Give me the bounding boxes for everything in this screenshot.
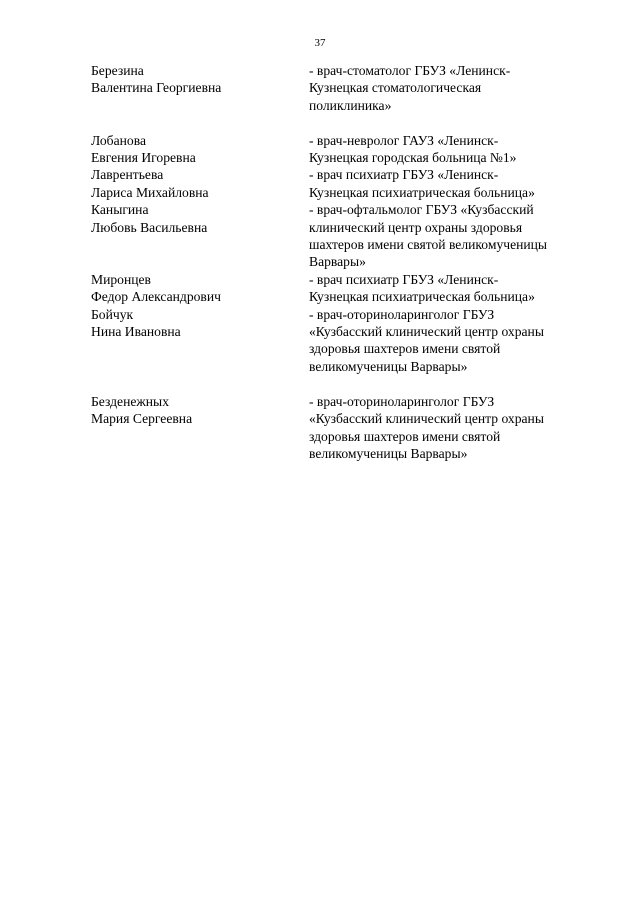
list-item: [91, 166, 591, 201]
role-line: - врач-оториноларинголог ГБУЗ: [309, 393, 495, 409]
list-item: [91, 62, 591, 114]
person-name: [91, 201, 309, 271]
person-role: [309, 166, 591, 201]
given-names: Любовь Васильевна: [91, 219, 208, 235]
given-names: Лариса Михайловна: [91, 184, 209, 200]
role-line: «Кузбасский клинический центр охраны: [309, 324, 544, 340]
person-role: [309, 393, 591, 463]
person-role: [309, 62, 591, 114]
surname: Лобанова: [91, 132, 146, 148]
person-name: [91, 271, 309, 306]
list-item: [91, 132, 591, 167]
role-line: «Кузбасский клинический центр охраны: [309, 411, 544, 427]
role-line: - врач психиатр ГБУЗ «Ленинск-: [309, 271, 499, 287]
role-line: Варвары»: [309, 254, 366, 270]
given-names: Валентина Георгиевна: [91, 80, 222, 96]
person-name: [91, 393, 309, 463]
surname: Безденежных: [91, 393, 169, 409]
role-line: Кузнецкая психиатрическая больница»: [309, 289, 535, 305]
role-line: - врач-оториноларинголог ГБУЗ: [309, 306, 495, 322]
role-line: поликлиника»: [309, 97, 392, 113]
given-names: Федор Александрович: [91, 289, 221, 305]
surname: Березина: [91, 63, 144, 78]
surname: Каныгина: [91, 202, 149, 218]
person-name: [91, 306, 309, 376]
role-line: Кузнецкая психиатрическая больница»: [309, 184, 535, 200]
given-names: Мария Сергеевна: [91, 411, 193, 427]
role-line: здоровья шахтеров имени святой: [309, 341, 501, 357]
personnel-list: [91, 62, 591, 462]
person-role: [309, 306, 591, 376]
surname: Бойчук: [91, 306, 134, 322]
list-item: [91, 393, 591, 463]
role-line: великомученицы Варвары»: [309, 445, 468, 461]
surname: Миронцев: [91, 271, 151, 287]
person-name: [91, 132, 309, 167]
role-line: Кузнецкая городская больница №1»: [309, 150, 517, 166]
role-line: - врач психиатр ГБУЗ «Ленинск-: [309, 167, 499, 183]
role-line: здоровья шахтеров имени святой: [309, 428, 501, 444]
role-line: Кузнецкая стоматологическая: [309, 80, 482, 96]
surname: Лаврентьева: [91, 167, 164, 183]
given-names: Евгения Игоревна: [91, 150, 196, 166]
person-name: [91, 62, 309, 114]
role-line: - врач-офтальмолог ГБУЗ «Кузбасский: [309, 202, 534, 218]
list-item: [91, 201, 591, 271]
role-line: шахтеров имени святой великомученицы: [309, 237, 548, 253]
person-name: [91, 166, 309, 201]
role-line: - врач-стоматолог ГБУЗ «Ленинск-: [309, 63, 511, 78]
role-line: клинический центр охраны здоровья: [309, 219, 523, 235]
list-item: [91, 271, 591, 306]
page-number: 37: [314, 37, 326, 49]
person-role: [309, 132, 591, 167]
list-item: [91, 306, 591, 376]
given-names: Нина Ивановна: [91, 324, 181, 340]
person-role: [309, 201, 591, 271]
role-line: великомученицы Варвары»: [309, 358, 468, 374]
role-line: - врач-невролог ГАУЗ «Ленинск-: [309, 132, 499, 148]
person-role: [309, 271, 591, 306]
